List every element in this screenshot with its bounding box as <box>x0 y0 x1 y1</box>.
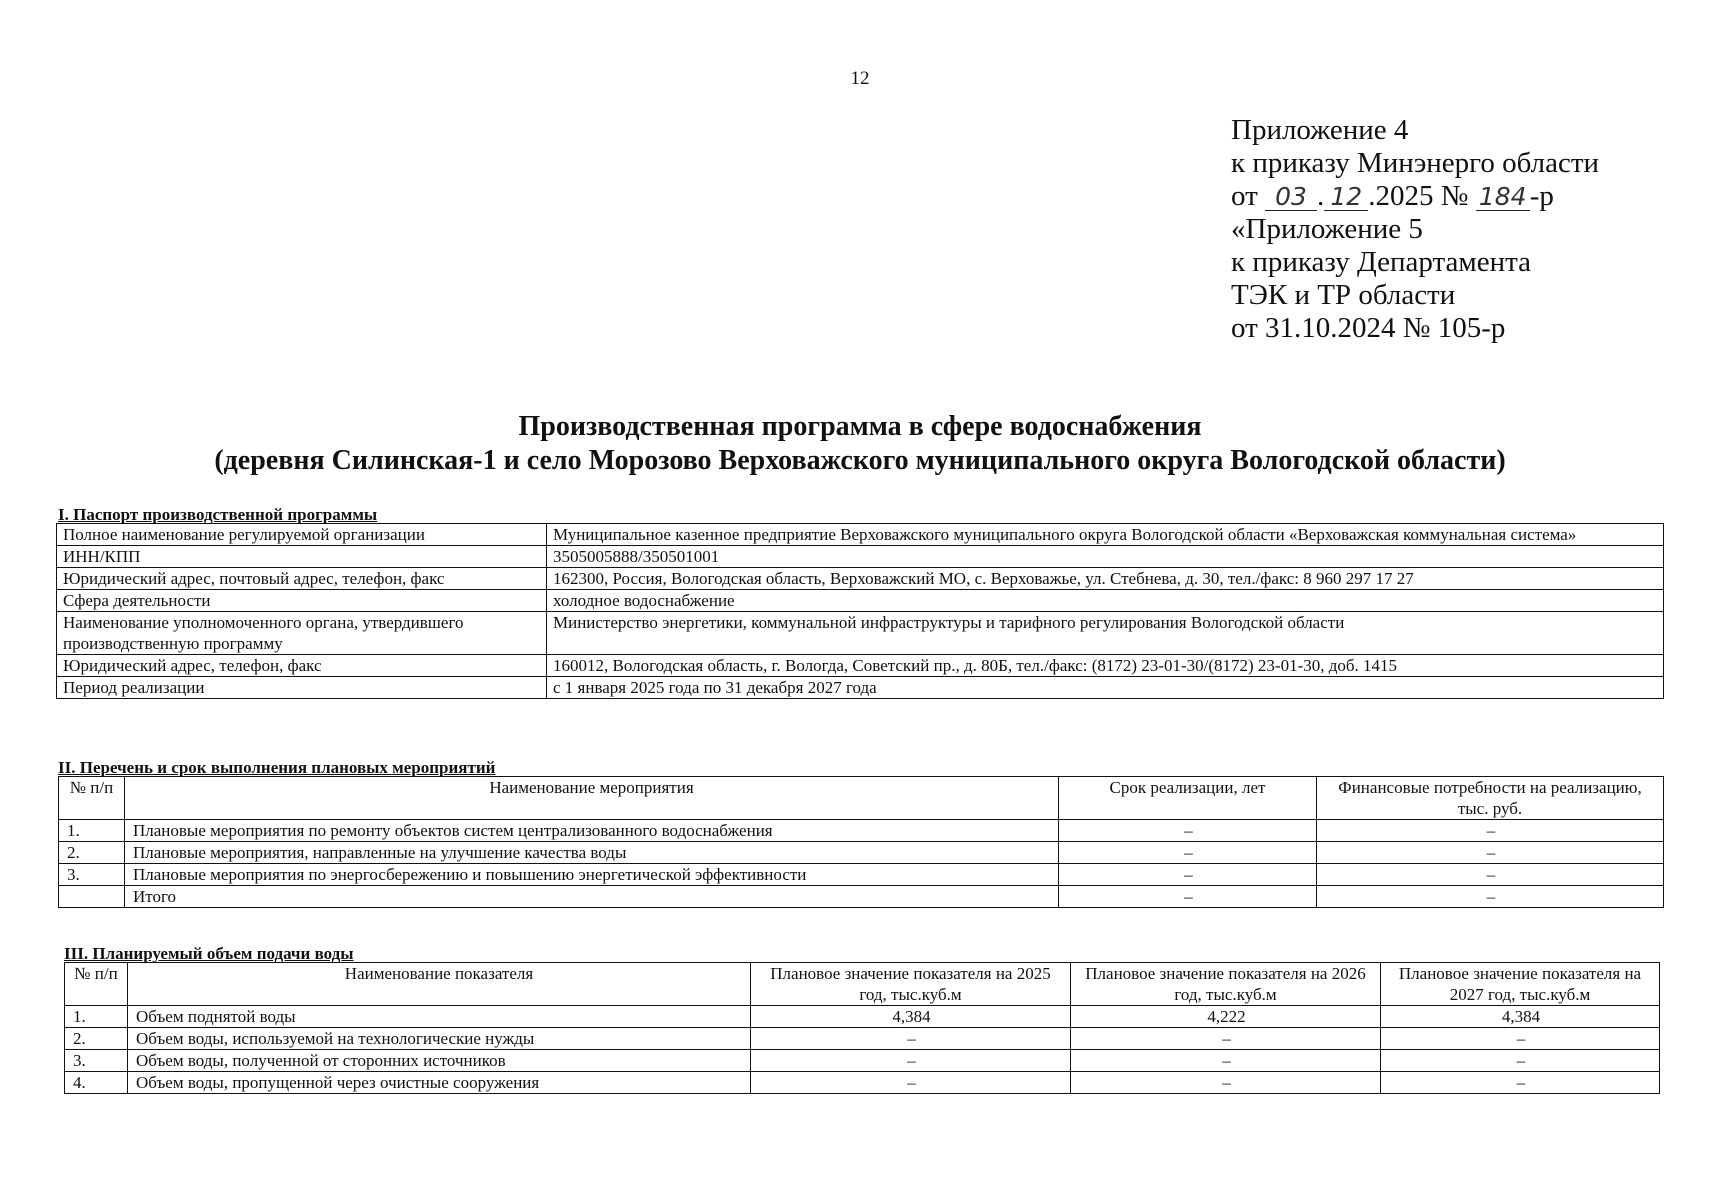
appendix-order-suffix: -р <box>1529 180 1554 212</box>
cell-y2026: – <box>1071 1028 1381 1050</box>
cell-name: Объем воды, используемой на технологические нужды <box>128 1028 751 1050</box>
cell-term: – <box>1059 886 1317 908</box>
table-row <box>57 568 1664 590</box>
cell-value: Министерство энергетики, коммунальной инфраструктуры и тарифного регулирования Вологодской области <box>547 612 1664 655</box>
cell-label: Полное наименование регулируемой организации <box>57 524 547 546</box>
table-row <box>59 842 1664 864</box>
cell-label: Сфера деятельности <box>57 590 547 612</box>
cell-term: – <box>1059 842 1317 864</box>
cell-y2025: 4,384 <box>751 1006 1071 1028</box>
table-row <box>59 820 1664 842</box>
cell-num: 2. <box>65 1028 128 1050</box>
appendix-line: Приложение 4 <box>1231 114 1409 146</box>
cell-num: 1. <box>65 1006 128 1028</box>
appendix-order-line: от 03 . 12 .2025 № 184 -р <box>1231 180 1554 212</box>
cell-y2026: 4,222 <box>1071 1006 1381 1028</box>
cell-label: ИНН/КПП <box>57 546 547 568</box>
cell-num: 3. <box>65 1050 128 1072</box>
title-line-1: Производственная программа в сфере водоснабжения <box>518 411 1202 442</box>
table-row <box>57 590 1664 612</box>
cell-y2025: – <box>751 1072 1071 1094</box>
cell-y2027: – <box>1381 1072 1660 1094</box>
header-2026: Плановое значение показателя на 2026 год, тыс.куб.м <box>1071 963 1381 1006</box>
table-row <box>65 1006 1660 1028</box>
cell-finance: – <box>1317 842 1664 864</box>
table-row <box>65 1072 1660 1094</box>
appendix-line: от 31.10.2024 № 105-р <box>1231 312 1506 344</box>
cell-name: Плановые мероприятия, направленные на улучшение качества воды <box>125 842 1059 864</box>
cell-name: Объем поднятой воды <box>128 1006 751 1028</box>
header-2027: Плановое значение показателя на 2027 год, тыс.куб.м <box>1381 963 1660 1006</box>
appendix-line: «Приложение 5 <box>1231 213 1423 245</box>
cell-label: Период реализации <box>57 677 547 699</box>
header-name: Наименование мероприятия <box>125 777 1059 820</box>
cell-y2026: – <box>1071 1072 1381 1094</box>
cell-label: Наименование уполномоченного органа, утвердившего производственную программу <box>57 612 547 655</box>
table-row <box>57 612 1664 655</box>
header-finance: Финансовые потребности на реализацию, тыс. руб. <box>1317 777 1664 820</box>
water-volume-rows <box>65 1006 1660 1094</box>
cell-finance: – <box>1317 886 1664 908</box>
cell-value: Муниципальное казенное предприятие Верховажского муниципального округа Вологодской области «Верховажская коммунальная система» <box>547 524 1664 546</box>
passport-table <box>56 523 1664 699</box>
appendix-line: к приказу Минэнерго области <box>1231 147 1600 179</box>
cell-y2025: – <box>751 1050 1071 1072</box>
cell-y2027: 4,384 <box>1381 1006 1660 1028</box>
header-num: № п/п <box>65 963 128 1006</box>
cell-num: 2. <box>59 842 125 864</box>
cell-y2026: – <box>1071 1050 1381 1072</box>
table-row <box>65 1028 1660 1050</box>
header-num: № п/п <box>59 777 125 820</box>
table-header-row <box>59 777 1664 820</box>
cell-num: 4. <box>65 1072 128 1094</box>
page-number: 12 <box>850 68 870 89</box>
cell-finance: – <box>1317 864 1664 886</box>
cell-name: Плановые мероприятия по энергосбережению и повышению энергетической эффективности <box>125 864 1059 886</box>
cell-num <box>59 886 125 908</box>
cell-num: 3. <box>59 864 125 886</box>
cell-value: 3505005888/350501001 <box>547 546 1664 568</box>
table-row <box>57 524 1664 546</box>
appendix-line: к приказу Департамента <box>1231 246 1532 278</box>
cell-name: Объем воды, полученной от сторонних источников <box>128 1050 751 1072</box>
header-name: Наименование показателя <box>128 963 751 1006</box>
cell-name: Плановые мероприятия по ремонту объектов систем централизованного водоснабжения <box>125 820 1059 842</box>
cell-term: – <box>1059 864 1317 886</box>
cell-label: Юридический адрес, почтовый адрес, телефон, факс <box>57 568 547 590</box>
table-row <box>59 886 1664 908</box>
appendix-line: ТЭК и ТР области <box>1231 279 1456 311</box>
section-2-heading: II. Перечень и срок выполнения плановых мероприятий <box>58 758 496 777</box>
title-line-2: (деревня Силинская-1 и село Морозово Верховажского муниципального округа Вологодской области) <box>214 445 1506 476</box>
cell-y2027: – <box>1381 1028 1660 1050</box>
section-3-heading: III. Планируемый объем подачи воды <box>64 944 354 963</box>
cell-y2027: – <box>1381 1050 1660 1072</box>
cell-value: холодное водоснабжение <box>547 590 1664 612</box>
cell-term: – <box>1059 820 1317 842</box>
activities-rows <box>59 820 1664 908</box>
section-1-heading: I. Паспорт производственной программы <box>58 505 378 524</box>
table-row <box>65 1050 1660 1072</box>
document-title <box>0 410 1720 478</box>
cell-name: Объем воды, пропущенной через очистные сооружения <box>128 1072 751 1094</box>
activities-table <box>58 776 1664 908</box>
table-header-row <box>65 963 1660 1006</box>
table-row <box>57 655 1664 677</box>
cell-y2025: – <box>751 1028 1071 1050</box>
header-term: Срок реализации, лет <box>1059 777 1317 820</box>
cell-value: 160012, Вологодская область, г. Вологда, Советский пр., д. 80Б, тел./факс: (8172) 23-01-30/(8172) 23-01-30, доб. 1415 <box>547 655 1664 677</box>
passport-rows <box>57 524 1664 699</box>
appendix-order-prefix: от <box>1231 180 1266 212</box>
appendix-order-year: .2025 № <box>1368 180 1476 212</box>
header-2025: Плановое значение показателя на 2025 год, тыс.куб.м <box>751 963 1071 1006</box>
table-row <box>57 546 1664 568</box>
cell-value: с 1 января 2025 года по 31 декабря 2027 года <box>547 677 1664 699</box>
cell-label: Юридический адрес, телефон, факс <box>57 655 547 677</box>
cell-num: 1. <box>59 820 125 842</box>
handwritten-day: 03 <box>1265 184 1317 211</box>
water-volume-table <box>64 962 1660 1094</box>
cell-finance: – <box>1317 820 1664 842</box>
handwritten-number: 184 <box>1476 184 1530 211</box>
appendix-block <box>1231 114 1599 345</box>
handwritten-month: 12 <box>1324 184 1368 211</box>
cell-name: Итого <box>125 886 1059 908</box>
table-row <box>59 864 1664 886</box>
cell-value: 162300, Россия, Вологодская область, Верховажский МО, с. Верховажье, ул. Стебнева, д. 30, тел./факс: 8 960 297 17 27 <box>547 568 1664 590</box>
table-row <box>57 677 1664 699</box>
